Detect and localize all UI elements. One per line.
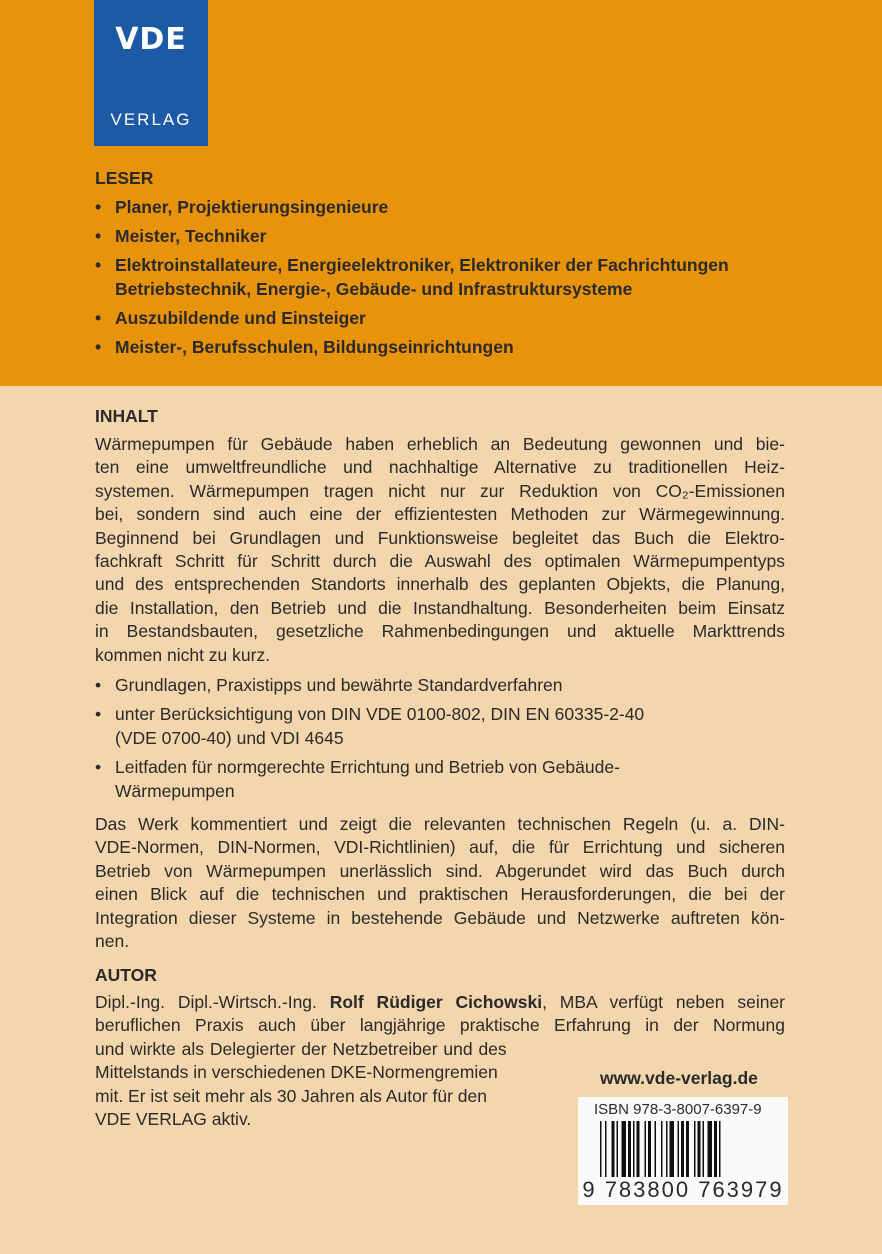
- barcode-bar: [612, 1121, 615, 1177]
- logo-brand: VDE: [115, 22, 187, 57]
- barcode-bar: [622, 1121, 627, 1177]
- text-line: und des entsprechenden Standorts innerhalb des geplanten Objekts, die Planung,: [95, 574, 785, 595]
- text-line: Betrieb von Wärmepumpen unerlässlich sind. Abgerundet wird das Buch durch: [95, 860, 785, 881]
- list-item: [95, 196, 795, 220]
- barcode-bar: [661, 1121, 663, 1177]
- text-line: [95, 991, 785, 1014]
- barcode-bar: [645, 1121, 647, 1177]
- item-text: • Grundlagen, Praxistipps und bewährte Standardverfahren: [115, 675, 563, 695]
- text-line: systemen. Wärmepumpen tragen nicht nur zur Reduktion von CO₂-Emissionen: [95, 480, 785, 501]
- barcode-bar: [678, 1121, 680, 1177]
- text-line: mit. Er ist seit mehr als 30 Jahren als Autor für den: [95, 1085, 487, 1106]
- barcode-bar: [600, 1121, 602, 1177]
- barcode-bar: [628, 1121, 631, 1177]
- barcode-digits: 9 783800 763979: [582, 1177, 784, 1202]
- item-text: Wärmepumpen: [115, 780, 235, 801]
- author-name: Rolf Rüdiger Cichowski: [329, 992, 543, 1012]
- author-text: , MBA verfügt neben seiner: [542, 992, 786, 1012]
- inhalt-paragraph-1: [95, 433, 785, 667]
- item-text: • Leitfaden für normgerechte Errichtung und Betrieb von Gebäude-: [115, 757, 620, 778]
- author-title: Dipl.-Ing. Dipl.-Wirtsch.-Ing.: [95, 992, 330, 1012]
- leser-list: [95, 196, 795, 365]
- barcode: [600, 1121, 770, 1177]
- inhalt-bullets: [95, 674, 785, 809]
- barcode-bar: [617, 1121, 619, 1177]
- text-line: fachkraft Schritt für Schritt durch die Auswahl des optimalen Wärmepumpentyps: [95, 551, 785, 572]
- barcode-bar: [708, 1121, 713, 1177]
- text-line: Integration dieser Systeme in bestehende Gebäude und Netzwerke auftreten kön-: [95, 907, 785, 928]
- text-line: Mittelstands in verschiedenen DKE-Normengremien: [95, 1062, 498, 1083]
- autor-heading: AUTOR: [95, 965, 157, 985]
- isbn-barcode-box: [578, 1097, 788, 1205]
- list-item: [95, 756, 785, 803]
- list-item: [95, 307, 795, 331]
- inhalt-paragraph-2: [95, 813, 785, 953]
- item-text: • Planer, Projektierungsingenieure: [115, 197, 389, 217]
- barcode-bar: [703, 1121, 705, 1177]
- barcode-bar: [670, 1121, 675, 1177]
- text-line: und wirkte als Delegierter der Netzbetreiber und des: [95, 1038, 507, 1059]
- isbn-label: ISBN 978-3-8007-6397-9: [594, 1101, 762, 1118]
- text-line: einen Blick auf die technischen und praktischen Herausforderungen, die bei der: [95, 884, 785, 905]
- barcode-bar: [686, 1121, 689, 1177]
- item-text: • unter Berücksichtigung von DIN VDE 0100-802, DIN EN 60335-2-40: [115, 704, 645, 725]
- barcode-bar: [666, 1121, 668, 1177]
- item-text: Betriebstechnik, Energie-, Gebäude- und Infrastruktursysteme: [115, 278, 633, 299]
- item-text: • Auszubildende und Einsteiger: [115, 307, 366, 328]
- text-line: Wärmepumpen für Gebäude haben erheblich an Bedeutung gewonnen und bie-: [95, 434, 785, 454]
- barcode-bar: [714, 1121, 717, 1177]
- barcode-bar: [719, 1121, 721, 1177]
- vde-verlag-logo: [94, 0, 208, 146]
- text-line: kommen nicht zu kurz.: [95, 644, 271, 665]
- text-line: VDE-Normen, DIN-Normen, VDI-Richtlinien) auf, die für Errichtung und sicheren: [95, 837, 785, 858]
- logo-sub: VERLAG: [110, 110, 192, 129]
- list-item: [95, 254, 795, 301]
- barcode-bar: [637, 1121, 640, 1177]
- item-text: • Meister-, Berufsschulen, Bildungseinrichtungen: [115, 336, 514, 357]
- leser-heading: LESER: [95, 168, 154, 188]
- text-line: VDE VERLAG aktiv.: [95, 1109, 252, 1130]
- list-item: [95, 674, 785, 697]
- item-text: • Elektroinstallateure, Energieelektroniker, Elektroniker der Fachrichtungen: [115, 255, 729, 275]
- text-line: in Bestandsbauten, gesetzliche Rahmenbedingungen und aktuelle Markttrends: [95, 621, 785, 642]
- list-item: [95, 225, 795, 249]
- item-text: (VDE 0700-40) und VDI 4645: [115, 727, 344, 748]
- barcode-bar: [633, 1121, 635, 1177]
- list-item: [95, 703, 785, 750]
- text-line: die Installation, den Betrieb und die Instandhaltung. Besonderheiten beim Einsatz: [95, 597, 785, 618]
- text-line: Das Werk kommentiert und zeigt die relevanten technischen Regeln (u. a. DIN-: [95, 814, 785, 834]
- text-line: beruflichen Praxis auch über langjährige praktische Erfahrung in der Normung: [95, 1015, 785, 1036]
- text-line: ten eine umweltfreundliche und nachhaltige Alternative zu traditionellen Heiz-: [95, 457, 785, 478]
- text-line: nen.: [95, 931, 130, 952]
- text-line: Beginnend bei Grundlagen und Funktionsweise begleitet das Buch die Elektro-: [95, 527, 785, 548]
- barcode-bar: [648, 1121, 651, 1177]
- list-item: [95, 336, 795, 360]
- barcode-bar: [681, 1121, 684, 1177]
- barcode-bar: [605, 1121, 607, 1177]
- barcode-bar: [698, 1121, 701, 1177]
- barcode-bar: [694, 1121, 696, 1177]
- barcode-bar: [655, 1121, 657, 1177]
- text-line: bei, sondern sind auch eine der effizientesten Methoden zur Wärmegewinnung.: [95, 504, 785, 525]
- publisher-url[interactable]: www.vde-verlag.de: [600, 1068, 758, 1088]
- item-text: • Meister, Techniker: [115, 226, 267, 246]
- inhalt-heading: INHALT: [95, 406, 158, 426]
